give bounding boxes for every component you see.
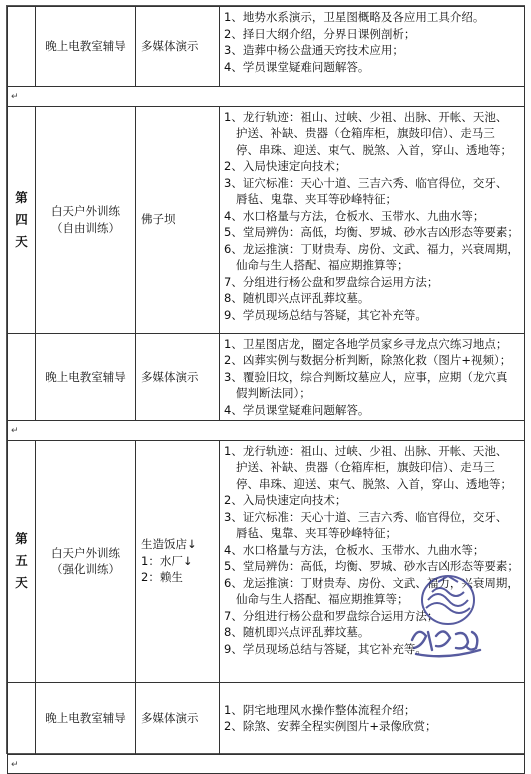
content-item: 3、证穴标准：天心十道、三吉六秀、临官得位，交牙、 <box>224 509 508 524</box>
activity-cell <box>36 682 136 754</box>
day-char: 五 <box>15 553 28 568</box>
content-item: 6、龙运推演：丁财贵寿、房份、文武、福力，兴衰周期， <box>224 575 519 590</box>
location-label: 生造饭店↓ <box>141 537 197 552</box>
content-item-continuation: 护送、补缺、贵器（仓箱库柜，旗鼓印信）、走马三 <box>236 460 495 474</box>
day-cell <box>8 106 36 333</box>
content-item: 3、覆验旧坟，综合判断坟墓应人，应事，应期（龙穴真 <box>224 369 508 384</box>
content-item-continuation: 仙命与生人搭配、福应期推算等； <box>236 258 409 272</box>
schedule-row-evening-2 <box>8 333 525 421</box>
content-item: 9、学员现场总结与答疑，其它补充等。 <box>224 307 427 322</box>
content-item: 4、学员课堂疑难问题解答。 <box>224 59 370 74</box>
location-label: 多媒体演示 <box>141 710 199 725</box>
content-item: 8、随机即兴点评乱葬坟墓。 <box>224 625 370 639</box>
content-item-continuation: 脣毡、鬼靠、夹耳等砂峰特征； <box>236 192 397 206</box>
location-cell <box>136 7 220 87</box>
activity-label: 晚上电教室辅导 <box>45 39 126 54</box>
content-item: 1、卫星图店龙，圈定各地学员家乡寻龙点穴练习地点； <box>224 336 508 351</box>
content-item-continuation: 脣毡、鬼靠、夹耳等砂峰特征； <box>236 526 397 540</box>
content-item: 7、分组进行杨公盘和罗盘综合运用方法； <box>224 608 439 623</box>
seal-stamp-icon <box>398 562 498 672</box>
location-label: 佛子坝 <box>141 212 176 227</box>
paragraph-mark: ↵ <box>11 426 19 436</box>
day-char: 天 <box>15 575 28 590</box>
content-item-continuation: 假判断法同）； <box>236 386 311 400</box>
location-cell <box>136 440 220 682</box>
separator-row <box>8 754 525 774</box>
day-cell-empty <box>8 682 36 754</box>
location-cell <box>136 106 220 333</box>
content-cell <box>220 7 525 87</box>
day-cell-empty <box>8 7 36 87</box>
location-cell <box>136 333 220 421</box>
location-label: 多媒体演示 <box>141 369 199 384</box>
content-item: 1、龙行轨迹：祖山、过峡、少祖、出脉、开帐、天池、 <box>224 443 508 458</box>
day-char: 第 <box>15 189 28 205</box>
content-item: 7、分组进行杨公盘和罗盘综合运用方法； <box>224 274 439 289</box>
content-item: 2、择日大纲介绍，分界日课例剖析； <box>224 26 416 41</box>
content-item: 5、堂局辨伪：高低，均衡、罗城、砂水吉凶形态等要素； <box>224 559 519 573</box>
content-item: 1、阴宅地理风水操作整体流程介绍； <box>224 702 416 717</box>
day-cell-empty <box>8 333 36 421</box>
day-char: 天 <box>15 233 28 249</box>
activity-label: 晚上电教室辅导 <box>45 369 126 384</box>
content-item-continuation: 仙命与生人搭配、福应期推算等； <box>236 592 409 606</box>
content-item: 2、凶葬实例与数据分析判断，除煞化救（图片+视频）； <box>224 353 512 367</box>
content-item: 3、证穴标准：天心十道、三吉六秀、临官得位，交牙、 <box>224 175 508 190</box>
location-label: 2：赖生 <box>141 570 183 585</box>
schedule-row-evening-3 <box>8 682 525 754</box>
activity-cell <box>36 333 136 421</box>
activity-sublabel: （强化训练） <box>51 562 120 576</box>
activity-label: 晚上电教室辅导 <box>45 710 126 725</box>
content-cell <box>220 333 525 421</box>
content-item-continuation: 停、串珠、迎送、束气、脱煞、入首，穿山、透地等； <box>236 142 512 157</box>
content-item: 6、龙运推演：丁财贵寿、房份、文武、福力，兴衰周期， <box>224 241 519 256</box>
activity-cell <box>36 106 136 333</box>
location-label: 多媒体演示 <box>141 39 199 54</box>
schedule-row-day-4 <box>8 106 525 333</box>
paragraph-mark: ↵ <box>11 759 19 770</box>
schedule-row-evening-1 <box>8 7 525 87</box>
day-char: 第 <box>15 531 28 546</box>
day-char: 四 <box>15 211 28 227</box>
content-item: 1、龙行轨迹：祖山、过峡、少祖、出脉、开帐、天池、 <box>224 109 508 124</box>
day-cell <box>8 440 36 682</box>
separator-cell <box>8 754 525 774</box>
content-item: 2、除煞、安葬全程实例图片+录像欣赏； <box>224 719 437 733</box>
content-item: 2、入局快速定向技术； <box>224 159 347 173</box>
content-item: 4、水口格量与方法，仓板水、玉带水、九曲水等； <box>224 542 485 557</box>
separator-cell <box>8 87 525 107</box>
content-item: 1、地势水系演示，卫星图概略及各应用工具介绍。 <box>224 10 485 24</box>
content-item: 4、水口格量与方法，仓板水、玉带水、九曲水等； <box>224 208 485 223</box>
content-cell <box>220 682 525 754</box>
activity-label: 白天户外训练 <box>51 204 120 218</box>
seal-stamp-graphic <box>398 562 498 672</box>
separator-row <box>8 421 525 441</box>
content-item: 4、学员课堂疑难问题解答。 <box>224 402 370 417</box>
content-item-continuation: 停、串珠、迎送、束气、脱煞、入首，穿山、透地等； <box>236 476 512 491</box>
activity-cell <box>36 7 136 87</box>
content-cell <box>220 106 525 333</box>
content-item: 5、堂局辨伪：高低，均衡、罗城、砂水吉凶形态等要素； <box>224 225 519 239</box>
activity-label: 白天户外训练 <box>51 545 120 560</box>
content-item: 8、随机即兴点评乱葬坟墓。 <box>224 291 370 305</box>
separator-row <box>8 87 525 107</box>
paragraph-mark: ↵ <box>11 92 19 102</box>
content-item: 3、造葬中杨公盘通天窍技术应用； <box>224 43 404 57</box>
content-item-continuation: 护送、补缺、贵器（仓箱库柜，旗鼓印信）、走马三 <box>236 126 495 140</box>
activity-cell <box>36 440 136 682</box>
location-label: 1：水厂↓ <box>141 553 193 568</box>
location-cell <box>136 682 220 754</box>
separator-cell <box>8 421 525 441</box>
content-item: 2、入局快速定向技术； <box>224 493 347 507</box>
content-item: 9、学员现场总结与答疑，其它补充等。 <box>224 641 427 656</box>
activity-sublabel: （自由训练） <box>51 220 120 235</box>
